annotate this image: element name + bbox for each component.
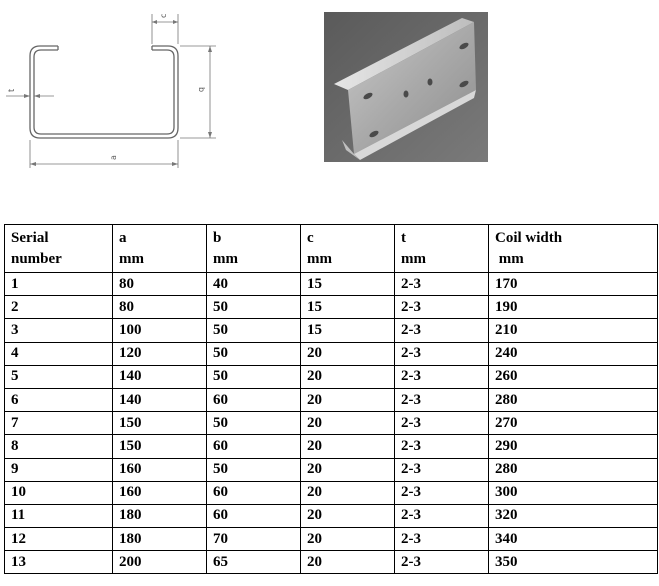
cell-b: 50 [207, 296, 301, 319]
cell-coil-width: 300 [489, 481, 658, 504]
cell-b: 50 [207, 458, 301, 481]
cell-coil-width: 290 [489, 435, 658, 458]
cell-coil-width: 340 [489, 528, 658, 551]
cell-t: 2-3 [395, 504, 489, 527]
cell-coil-width: 350 [489, 551, 658, 574]
cell-coil-width: 280 [489, 458, 658, 481]
cell-serial: 2 [5, 296, 113, 319]
cell-serial: 12 [5, 528, 113, 551]
cell-t: 2-3 [395, 458, 489, 481]
cell-c: 20 [301, 458, 395, 481]
table-row [5, 504, 658, 527]
cell-c: 20 [301, 528, 395, 551]
table-row [5, 481, 658, 504]
cell-serial: 1 [5, 273, 113, 296]
cell-a: 160 [113, 458, 207, 481]
dimension-b [180, 46, 216, 138]
cell-a: 160 [113, 481, 207, 504]
cell-serial: 13 [5, 551, 113, 574]
cell-c: 20 [301, 504, 395, 527]
table-header-row [5, 225, 658, 273]
cell-t: 2-3 [395, 319, 489, 342]
cell-b: 60 [207, 504, 301, 527]
cell-coil-width: 270 [489, 412, 658, 435]
cell-serial: 4 [5, 342, 113, 365]
table-row [5, 435, 658, 458]
cell-a: 200 [113, 551, 207, 574]
cell-serial: 3 [5, 319, 113, 342]
profile-outer [30, 46, 178, 138]
cell-coil-width: 190 [489, 296, 658, 319]
cell-c: 15 [301, 296, 395, 319]
header-t: t mm [395, 225, 489, 273]
cell-coil-width: 240 [489, 342, 658, 365]
cell-c: 20 [301, 551, 395, 574]
cell-c: 20 [301, 365, 395, 388]
dimension-c-label: c [159, 13, 168, 18]
table-row [5, 365, 658, 388]
cell-c: 20 [301, 388, 395, 411]
cell-c: 15 [301, 273, 395, 296]
cell-b: 50 [207, 342, 301, 365]
dimension-a-label: a [109, 155, 118, 160]
cell-b: 40 [207, 273, 301, 296]
cell-a: 180 [113, 504, 207, 527]
table-row [5, 342, 658, 365]
cell-a: 120 [113, 342, 207, 365]
table-row [5, 528, 658, 551]
cell-t: 2-3 [395, 273, 489, 296]
cell-a: 150 [113, 412, 207, 435]
header-c: c mm [301, 225, 395, 273]
header-serial-number: Serial number [5, 225, 113, 273]
cell-t: 2-3 [395, 435, 489, 458]
cell-serial: 8 [5, 435, 113, 458]
cell-serial: 6 [5, 388, 113, 411]
cell-a: 150 [113, 435, 207, 458]
cell-serial: 7 [5, 412, 113, 435]
table-row [5, 273, 658, 296]
cell-b: 70 [207, 528, 301, 551]
header-b: b mm [207, 225, 301, 273]
cell-a: 80 [113, 273, 207, 296]
cell-c: 20 [301, 412, 395, 435]
cell-c: 15 [301, 319, 395, 342]
cell-b: 65 [207, 551, 301, 574]
table-row [5, 412, 658, 435]
cell-b: 60 [207, 388, 301, 411]
table-row [5, 296, 658, 319]
cell-coil-width: 280 [489, 388, 658, 411]
cell-c: 20 [301, 342, 395, 365]
dimension-a [30, 140, 178, 168]
cell-t: 2-3 [395, 388, 489, 411]
cell-serial: 11 [5, 504, 113, 527]
cell-b: 50 [207, 412, 301, 435]
cell-serial: 9 [5, 458, 113, 481]
table-row [5, 388, 658, 411]
cell-coil-width: 170 [489, 273, 658, 296]
cell-a: 80 [113, 296, 207, 319]
cell-coil-width: 210 [489, 319, 658, 342]
cell-a: 140 [113, 388, 207, 411]
dimension-t-label: t [7, 88, 16, 92]
cell-c: 20 [301, 435, 395, 458]
cell-b: 50 [207, 319, 301, 342]
cell-t: 2-3 [395, 481, 489, 504]
cell-t: 2-3 [395, 342, 489, 365]
table-row [5, 458, 658, 481]
cell-serial: 5 [5, 365, 113, 388]
cell-a: 180 [113, 528, 207, 551]
cell-coil-width: 320 [489, 504, 658, 527]
cell-t: 2-3 [395, 412, 489, 435]
c-channel-diagram [0, 0, 230, 175]
spec-table [4, 224, 658, 574]
cell-t: 2-3 [395, 365, 489, 388]
c-channel-photo [324, 12, 488, 162]
cell-t: 2-3 [395, 528, 489, 551]
cell-a: 100 [113, 319, 207, 342]
cell-t: 2-3 [395, 296, 489, 319]
cell-coil-width: 260 [489, 365, 658, 388]
header-a: a mm [113, 225, 207, 273]
dimension-c [152, 14, 178, 44]
header-coil-width: Coil width mm [489, 225, 658, 273]
cell-c: 20 [301, 481, 395, 504]
table-row [5, 319, 658, 342]
cell-t: 2-3 [395, 551, 489, 574]
cell-a: 140 [113, 365, 207, 388]
dimension-b-label: b [197, 87, 206, 93]
cell-b: 60 [207, 435, 301, 458]
cell-b: 60 [207, 481, 301, 504]
cell-b: 50 [207, 365, 301, 388]
cell-serial: 10 [5, 481, 113, 504]
profile-inner [34, 50, 174, 134]
table-row [5, 551, 658, 574]
